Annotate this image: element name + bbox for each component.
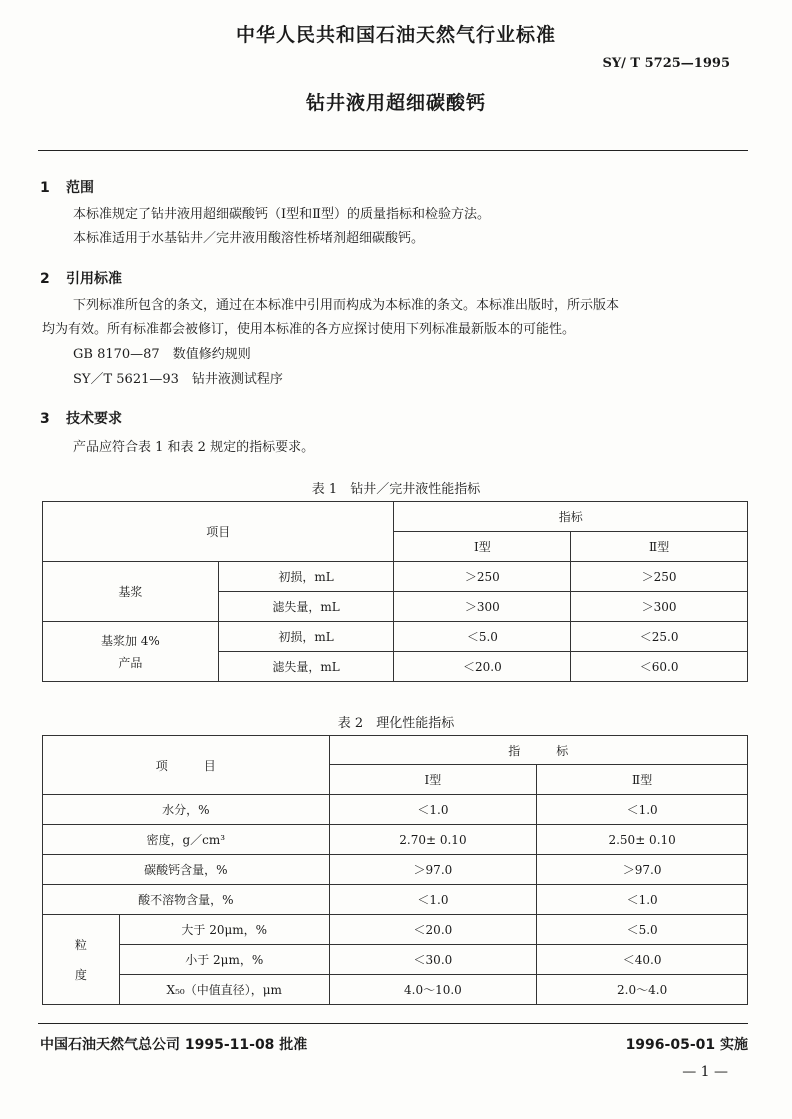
table-row: 滤失量，mL ＞300 ＞300 [43,592,748,622]
table-row: 滤失量，mL ＜20.0 ＜60.0 [43,652,748,682]
group-label: 基浆加 4% 产品 [43,622,219,682]
paragraph: 产品应符合表 1 和表 2 规定的指标要求。 [73,440,315,455]
table-row: 基浆加 4% 产品 初损，mL ＜5.0 ＜25.0 [43,622,748,652]
table-row: 小于 2μm，% ＜30.0 ＜40.0 [43,945,748,975]
reference-item: GB 8170—87 数值修约规则 [73,347,251,362]
section-1-heading: 1 范围 [40,180,94,196]
table-row: 粒 度 大于 20μm，% ＜20.0 ＜5.0 [43,915,748,945]
table-1-index-header: 指标 [394,502,748,532]
standard-code: SY/ T 5725—1995 [602,56,730,71]
table-1-type2-header: Ⅱ型 [571,532,748,562]
table-1-item-header: 项目 [43,502,394,562]
table-1-type1-header: Ⅰ型 [394,532,571,562]
table-row: 密度，g／cm³ 2.70± 0.10 2.50± 0.10 [43,825,748,855]
paragraph: 本标准适用于水基钻井／完井液用酸溶性桥堵剂超细碳酸钙。 [73,231,425,246]
table-2 [42,735,748,1005]
section-2-heading: 2 引用标准 [40,271,122,287]
approval-line: 中国石油天然气总公司 1995-11-08 批准 [40,1037,308,1053]
paragraph: 均为有效。所有标准都会被修订，使用本标准的各方应探讨使用下列标准最新版本的可能性。 [42,322,576,337]
table-row: 酸不溶物含量，% ＜1.0 ＜1.0 [43,885,748,915]
section-3-heading: 3 技术要求 [40,411,122,427]
table-2-item-header: 项 目 [43,736,330,795]
reference-item: SY／T 5621—93 钻井液测试程序 [73,372,283,387]
group-label: 基浆 [43,562,219,622]
paragraph: 本标准规定了钻井液用超细碳酸钙（Ⅰ型和Ⅱ型）的质量指标和检验方法。 [73,207,490,222]
table-1-caption: 表 1 钻井／完井液性能指标 [311,482,481,497]
footer-divider [38,1023,748,1024]
table-1 [42,501,748,682]
issuing-authority: 中华人民共和国石油天然气行业标准 [235,24,556,46]
table-row: 基浆 初损，mL ＞250 ＞250 [43,562,748,592]
table-2-type1-header: Ⅰ型 [329,765,537,795]
effective-date: 1996-05-01 实施 [625,1037,748,1053]
paragraph: 下列标准所包含的条文，通过在本标准中引用而构成为本标准的条文。本标准出版时，所示版本 [73,298,620,313]
table-2-index-header: 指 标 [329,736,747,765]
document-title: 钻井液用超细碳酸钙 [305,92,486,114]
table-row: X₅₀（中值直径），μm 4.0～10.0 2.0～4.0 [43,975,748,1005]
table-2-caption: 表 2 理化性能指标 [337,716,455,731]
header-divider [38,150,748,151]
table-row: 碳酸钙含量，% ＞97.0 ＞97.0 [43,855,748,885]
page-number: — 1 — [682,1064,728,1080]
table-2-type2-header: Ⅱ型 [537,765,748,795]
table-row: 水分，% ＜1.0 ＜1.0 [43,795,748,825]
granularity-label: 粒 度 [43,915,120,1005]
